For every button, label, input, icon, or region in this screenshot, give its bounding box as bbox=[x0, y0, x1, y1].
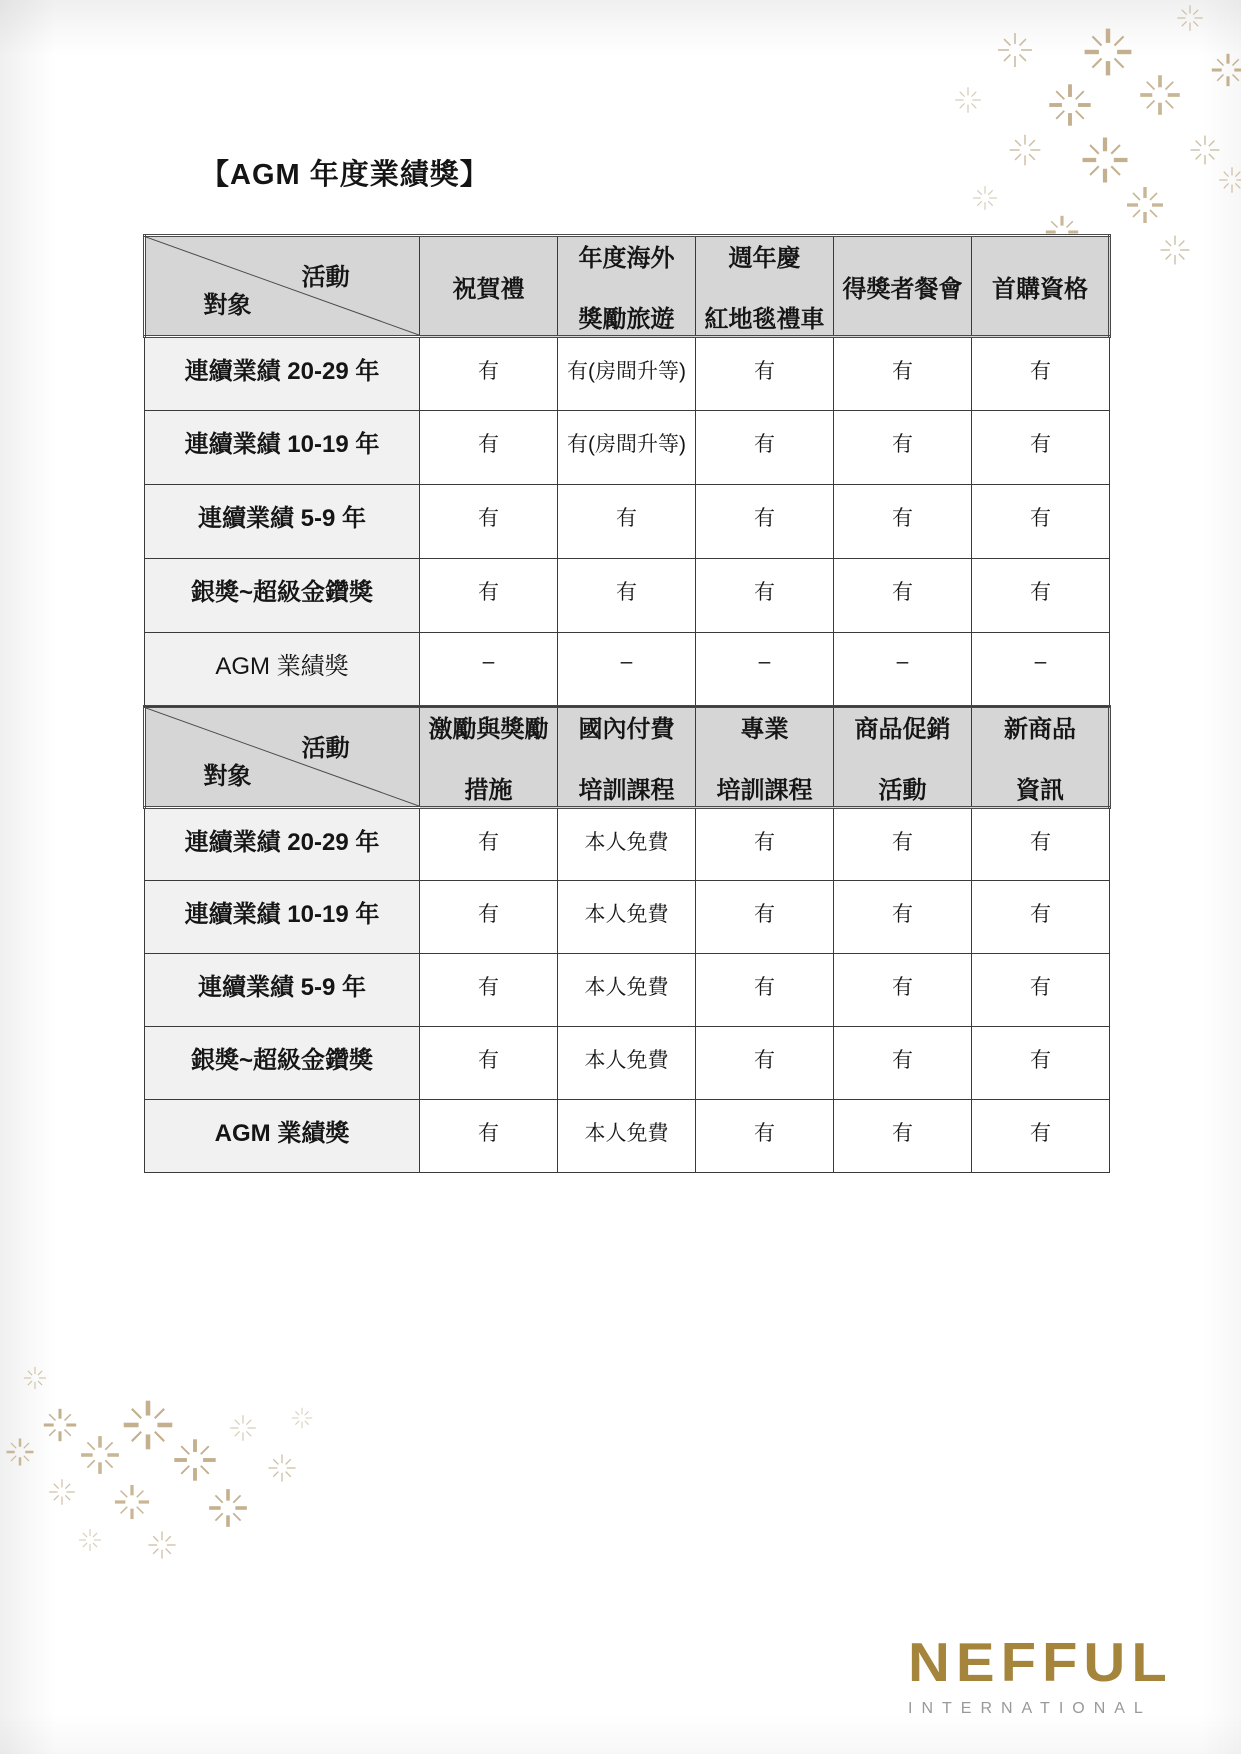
sparkle-icon bbox=[113, 1483, 151, 1521]
table-cell: 有 bbox=[420, 411, 558, 485]
table-cell: 有 bbox=[834, 411, 972, 485]
row-label: 連續業績 10-19 年 bbox=[145, 411, 420, 485]
table-cell: 本人免費 bbox=[558, 881, 696, 954]
column-header-line: 措施 bbox=[464, 777, 513, 804]
table-cell: 有 bbox=[696, 1100, 834, 1173]
table-cell: 有 bbox=[972, 954, 1110, 1027]
column-header-line: 首購資格 bbox=[992, 275, 1088, 303]
table-cell: 有 bbox=[420, 881, 558, 954]
table-cell: 有 bbox=[420, 1100, 558, 1173]
table-row bbox=[145, 954, 1110, 1027]
table-cell: 有 bbox=[420, 337, 558, 411]
table-cell: 有 bbox=[420, 1027, 558, 1100]
row-label: 連續業績 20-29 年 bbox=[145, 808, 420, 881]
column-header bbox=[834, 236, 972, 337]
table-cell: – bbox=[696, 633, 834, 707]
sparkle-icon bbox=[266, 1452, 298, 1484]
column-header-line: 激勵與獎勵 bbox=[428, 716, 549, 743]
column-header-line: 紅地毯禮車 bbox=[704, 306, 825, 333]
table-cell: 有 bbox=[834, 559, 972, 633]
column-header-line: 培訓課程 bbox=[578, 777, 675, 804]
corner-activity-label: 活動 bbox=[301, 735, 350, 762]
corner-target-label: 對象 bbox=[203, 292, 252, 319]
sparkle-icon bbox=[1125, 185, 1165, 225]
table-cell: 本人免費 bbox=[558, 1100, 696, 1173]
sparkle-icon bbox=[79, 1434, 121, 1476]
agm-award-table-1 bbox=[143, 234, 1111, 707]
row-label: 連續業績 5-9 年 bbox=[145, 954, 420, 1027]
table-cell: 有 bbox=[696, 808, 834, 881]
table-row bbox=[145, 559, 1110, 633]
corner-activity-label: 活動 bbox=[301, 264, 350, 291]
column-header-line: 國內付費 bbox=[578, 716, 675, 743]
table-row bbox=[145, 411, 1110, 485]
table-cell: 有 bbox=[696, 954, 834, 1027]
table-cell: 本人免費 bbox=[558, 808, 696, 881]
table-cell: 有 bbox=[972, 1100, 1110, 1173]
row-label: 連續業績 10-19 年 bbox=[145, 881, 420, 954]
column-header-line: 得獎者餐會 bbox=[842, 275, 963, 303]
table-cell: 有 bbox=[558, 485, 696, 559]
brand-logo bbox=[908, 1631, 1173, 1718]
agm-award-table-2 bbox=[143, 705, 1111, 1173]
sparkle-icon bbox=[1175, 3, 1205, 33]
column-header-line: 獎勵旅遊 bbox=[578, 306, 675, 333]
column-header bbox=[834, 707, 972, 808]
sparkle-icon bbox=[207, 1487, 249, 1529]
table-row bbox=[145, 881, 1110, 954]
table-cell: 有 bbox=[696, 1027, 834, 1100]
row-label: 連續業績 5-9 年 bbox=[145, 485, 420, 559]
table-cell: 有 bbox=[420, 485, 558, 559]
column-header-line: 培訓課程 bbox=[716, 777, 813, 804]
table-cell: 有 bbox=[834, 337, 972, 411]
table-cell: 有(房間升等) bbox=[558, 411, 696, 485]
table-cell: – bbox=[972, 633, 1110, 707]
column-header-line: 新商品 bbox=[1004, 716, 1076, 743]
table-cell: 有 bbox=[696, 881, 834, 954]
table-cell: 有 bbox=[972, 411, 1110, 485]
table-cell: 有 bbox=[834, 1027, 972, 1100]
sparkle-icon bbox=[995, 30, 1035, 70]
sparkle-icon bbox=[47, 1477, 77, 1507]
award-tables bbox=[143, 234, 1111, 1173]
column-header-line: 週年慶 bbox=[728, 245, 801, 272]
table-cell: 有 bbox=[558, 559, 696, 633]
page-title: 【AGM 年度業績獎】 bbox=[200, 159, 490, 191]
table-row bbox=[145, 485, 1110, 559]
sparkle-icon bbox=[1007, 132, 1043, 168]
table-cell: 有 bbox=[972, 559, 1110, 633]
table-cell: 有 bbox=[972, 1027, 1110, 1100]
diagonal-divider bbox=[146, 237, 419, 335]
column-header-line: 資訊 bbox=[1016, 777, 1064, 804]
row-label: AGM 業績獎 bbox=[145, 633, 420, 707]
table-cell: 有(房間升等) bbox=[558, 337, 696, 411]
column-header bbox=[696, 236, 834, 337]
table-cell: 有 bbox=[972, 337, 1110, 411]
sparkle-icon bbox=[971, 184, 999, 212]
column-header bbox=[696, 707, 834, 808]
sparkle-icon bbox=[1080, 135, 1130, 185]
column-header-line: 祝賀禮 bbox=[452, 275, 525, 303]
table-cell: 本人免費 bbox=[558, 1027, 696, 1100]
table-cell: 有 bbox=[834, 485, 972, 559]
sparkle-icon bbox=[1210, 52, 1241, 88]
table-cell: 有 bbox=[972, 881, 1110, 954]
table-cell: 有 bbox=[696, 337, 834, 411]
table-cell: 有 bbox=[420, 808, 558, 881]
column-header bbox=[558, 236, 696, 337]
corner-header-cell bbox=[145, 236, 420, 337]
table-cell: 有 bbox=[696, 485, 834, 559]
diagonal-divider bbox=[146, 708, 419, 806]
sparkle-icon bbox=[22, 1365, 48, 1391]
column-header bbox=[420, 236, 558, 337]
table-cell: 有 bbox=[696, 559, 834, 633]
brand-logo-text: NEFFUL bbox=[908, 1631, 1173, 1694]
sparkle-icon bbox=[290, 1406, 314, 1430]
sparkle-icon bbox=[953, 85, 983, 115]
table-cell: 有 bbox=[972, 485, 1110, 559]
column-header-line: 年度海外 bbox=[578, 245, 675, 272]
row-label: 連續業績 20-29 年 bbox=[145, 337, 420, 411]
sparkle-icon bbox=[121, 1398, 175, 1452]
sparkle-icon bbox=[1188, 133, 1222, 167]
table-cell: 有 bbox=[834, 808, 972, 881]
table-cell: 有 bbox=[834, 1100, 972, 1173]
table-row bbox=[145, 633, 1110, 707]
table-row bbox=[145, 1100, 1110, 1173]
sparkle-icon bbox=[77, 1527, 103, 1553]
sparkle-icon bbox=[172, 1437, 218, 1483]
row-label: 銀獎~超級金鑽獎 bbox=[145, 559, 420, 633]
row-label: 銀獎~超級金鑽獎 bbox=[145, 1027, 420, 1100]
column-header bbox=[420, 707, 558, 808]
column-header-line: 專業 bbox=[740, 716, 789, 743]
sparkle-icon bbox=[1217, 165, 1241, 195]
table-cell: 有 bbox=[972, 808, 1110, 881]
table-row bbox=[145, 337, 1110, 411]
table-cell: 有 bbox=[834, 881, 972, 954]
table-cell: 本人免費 bbox=[558, 954, 696, 1027]
corner-target-label: 對象 bbox=[203, 763, 252, 790]
row-label: AGM 業績獎 bbox=[145, 1100, 420, 1173]
table-cell: – bbox=[834, 633, 972, 707]
table-cell: 有 bbox=[420, 954, 558, 1027]
table-cell: – bbox=[420, 633, 558, 707]
sparkle-icon bbox=[146, 1529, 178, 1561]
sparkle-icon bbox=[228, 1413, 258, 1443]
column-header bbox=[558, 707, 696, 808]
table-cell: – bbox=[558, 633, 696, 707]
brand-logo-subtitle: INTERNATIONAL bbox=[908, 1700, 1152, 1717]
sparkle-icon bbox=[42, 1407, 78, 1443]
sparkle-icon bbox=[1047, 82, 1093, 128]
column-header-line: 活動 bbox=[878, 777, 927, 804]
sparkle-icon bbox=[1082, 26, 1134, 78]
sparkle-icon bbox=[1158, 233, 1192, 267]
sparkle-icon bbox=[5, 1437, 35, 1467]
column-header bbox=[972, 236, 1110, 337]
table-cell: 有 bbox=[420, 559, 558, 633]
corner-header-cell bbox=[145, 707, 420, 808]
sparkle-icon bbox=[1138, 73, 1182, 117]
table-cell: 有 bbox=[834, 954, 972, 1027]
column-header-line: 商品促銷 bbox=[854, 716, 951, 743]
table-cell: 有 bbox=[696, 411, 834, 485]
table-row bbox=[145, 1027, 1110, 1100]
column-header bbox=[972, 707, 1110, 808]
table-row bbox=[145, 808, 1110, 881]
